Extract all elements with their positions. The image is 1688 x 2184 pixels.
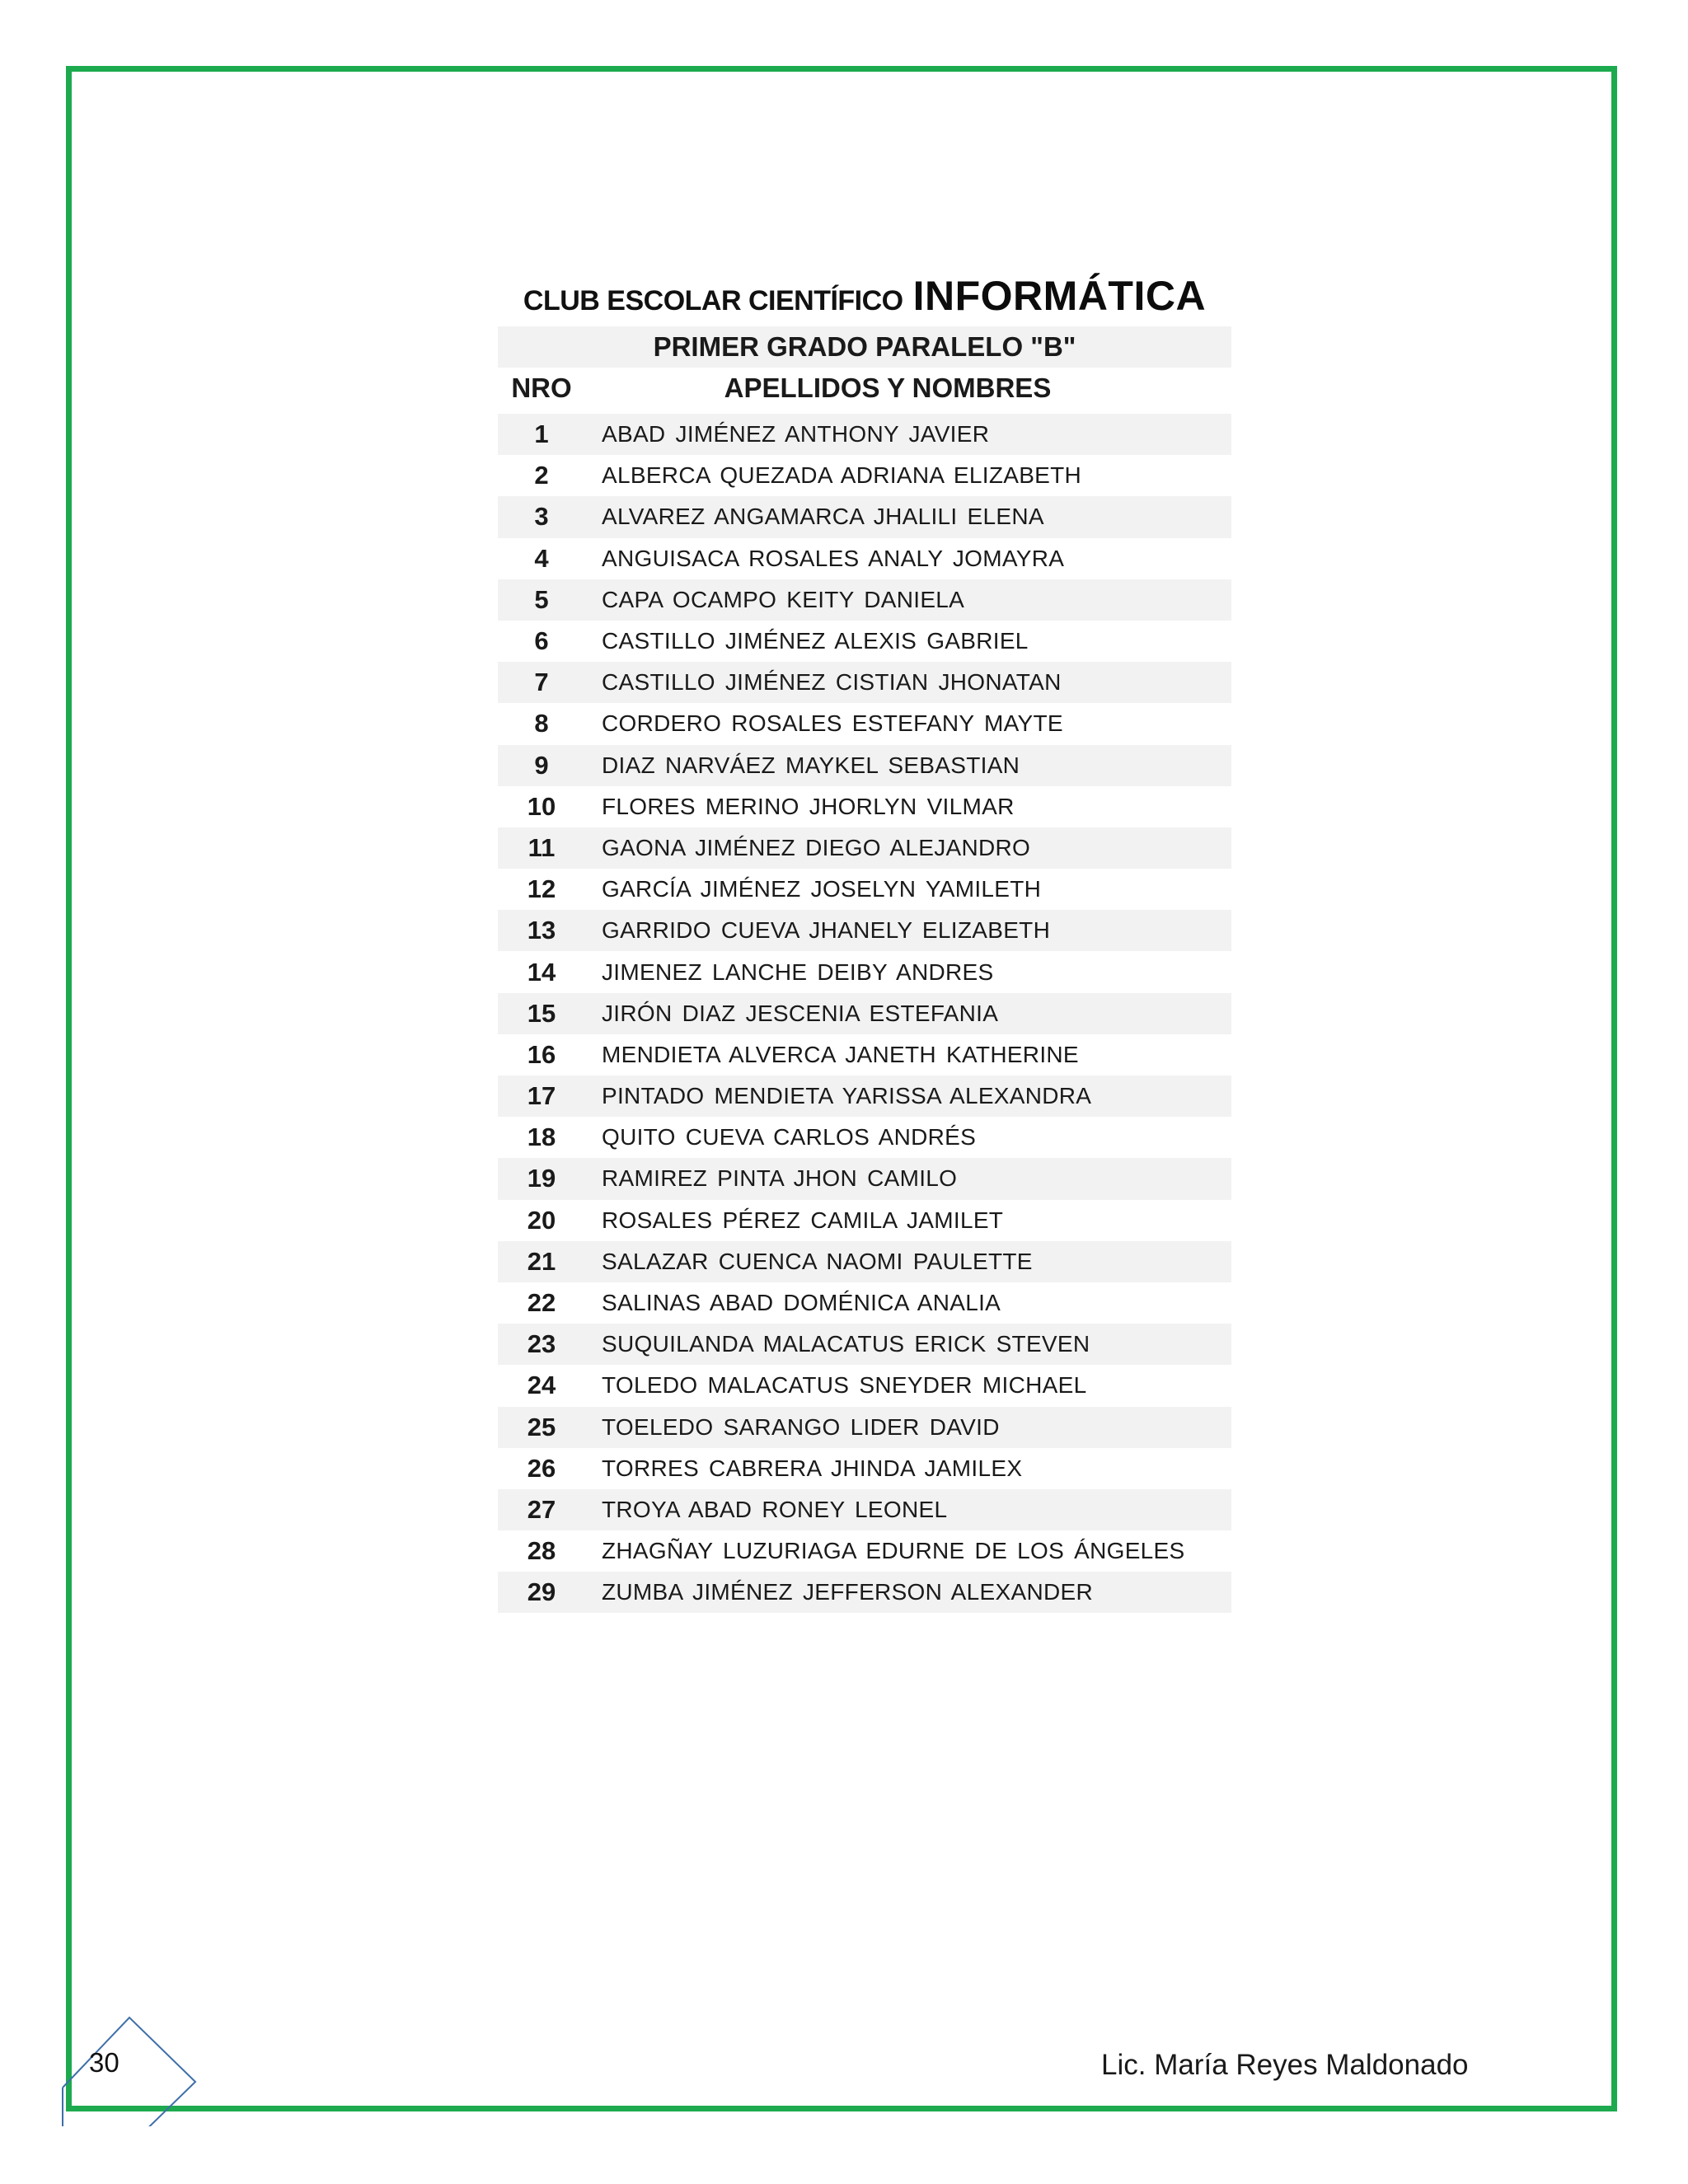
table-row (498, 1076, 1231, 1117)
row-number: 29 (527, 1577, 556, 1607)
student-name: TORRES CABRERA JHINDA JAMILEX (602, 1455, 1023, 1481)
club-title: CLUB ESCOLAR CIENTÍFICO (523, 285, 903, 316)
row-number: 25 (527, 1412, 556, 1441)
row-number: 24 (527, 1371, 556, 1400)
row-number: 21 (527, 1246, 556, 1276)
student-name: FLORES MERINO JHORLYN VILMAR (602, 793, 1015, 819)
table-row (498, 827, 1231, 869)
table-row (498, 414, 1231, 455)
row-number: 20 (527, 1205, 556, 1235)
student-name: ALBERCA QUEZADA ADRIANA ELIZABETH (602, 462, 1082, 489)
row-number: 11 (528, 832, 556, 862)
row-number: 3 (534, 502, 549, 532)
student-name: ANGUISACA ROSALES ANALY JOMAYRA (602, 545, 1065, 571)
table-row (498, 869, 1231, 910)
row-number: 23 (527, 1329, 556, 1359)
table-header-row (498, 368, 1231, 409)
student-name: TOLEDO MALACATUS SNEYDER MICHAEL (602, 1372, 1087, 1399)
student-name: ABAD JIMÉNEZ ANTHONY JAVIER (602, 421, 990, 448)
table-row (498, 538, 1231, 579)
row-number: 19 (527, 1164, 556, 1193)
student-name: GAONA JIMÉNEZ DIEGO ALEJANDRO (602, 834, 1031, 860)
student-name: ZHAGÑAY LUZURIAGA EDURNE DE LOS ÁNGELES (602, 1538, 1185, 1564)
row-number: 26 (527, 1453, 556, 1483)
row-number: 22 (527, 1288, 556, 1318)
author-name: Lic. María Reyes Maldonado (1101, 2049, 1469, 2081)
table-row (498, 1572, 1231, 1613)
student-name: ALVAREZ ANGAMARCA JHALILI ELENA (602, 504, 1044, 530)
student-name: TOELEDO SARANGO LIDER DAVID (602, 1413, 1000, 1440)
table-row (498, 662, 1231, 703)
row-number: 17 (527, 1081, 556, 1111)
column-header-nro: NRO (511, 373, 572, 403)
student-name: QUITO CUEVA CARLOS ANDRÉS (602, 1124, 977, 1151)
student-name: PINTADO MENDIETA YARISSA ALEXANDRA (602, 1083, 1092, 1109)
student-name: CASTILLO JIMÉNEZ CISTIAN JHONATAN (602, 669, 1062, 696)
student-name: ZUMBA JIMÉNEZ JEFFERSON ALEXANDER (602, 1579, 1093, 1605)
row-number: 12 (527, 874, 556, 904)
student-name: JIRÓN DIAZ JESCENIA ESTEFANIA (602, 1000, 999, 1026)
table-row (498, 1282, 1231, 1324)
table-row (498, 1530, 1231, 1572)
table-row (498, 1489, 1231, 1530)
row-number: 7 (534, 668, 549, 697)
row-number: 9 (534, 750, 549, 780)
row-number: 28 (527, 1536, 556, 1566)
row-number: 10 (527, 791, 556, 821)
student-name: CAPA OCAMPO KEITY DANIELA (602, 586, 965, 612)
table-row (498, 1158, 1231, 1199)
table-row (498, 1324, 1231, 1365)
table-body (498, 414, 1231, 1613)
table-row (498, 786, 1231, 827)
student-name: TROYA ABAD RONEY LEONEL (602, 1496, 948, 1522)
table-row (498, 993, 1231, 1034)
table-row (498, 951, 1231, 992)
table-row (498, 579, 1231, 621)
row-number: 13 (527, 916, 556, 945)
table-row (498, 1448, 1231, 1489)
table-row (498, 1241, 1231, 1282)
row-number: 14 (527, 957, 556, 987)
subject-title: INFORMÁTICA (912, 273, 1207, 319)
student-name: SALINAS ABAD DOMÉNICA ANALIA (602, 1290, 1001, 1316)
row-number: 1 (534, 419, 549, 449)
grade-heading: PRIMER GRADO PARALELO "B" (498, 326, 1231, 368)
table-row (498, 745, 1231, 786)
table-row (498, 1407, 1231, 1448)
row-number: 15 (527, 998, 556, 1028)
student-name: MENDIETA ALVERCA JANETH KATHERINE (602, 1041, 1079, 1067)
table-row (498, 496, 1231, 537)
student-name: CORDERO ROSALES ESTEFANY MAYTE (602, 710, 1063, 737)
table-row (498, 1200, 1231, 1241)
document-title (498, 272, 1231, 320)
table-row (498, 1117, 1231, 1158)
row-number: 27 (527, 1494, 556, 1524)
table-row (498, 1365, 1231, 1406)
student-name: SUQUILANDA MALACATUS ERICK STEVEN (602, 1331, 1090, 1357)
student-name: JIMENEZ LANCHE DEIBY ANDRES (602, 958, 994, 985)
row-number: 5 (534, 584, 549, 614)
page-number: 30 (89, 2047, 120, 2078)
table-row (498, 910, 1231, 951)
row-number: 2 (534, 461, 549, 490)
student-name: GARCÍA JIMÉNEZ JOSELYN YAMILETH (602, 876, 1042, 902)
table-row (498, 455, 1231, 496)
student-roster-table (498, 326, 1231, 1613)
student-name: CASTILLO JIMÉNEZ ALEXIS GABRIEL (602, 628, 1029, 654)
table-row (498, 1034, 1231, 1076)
student-name: RAMIREZ PINTA JHON CAMILO (602, 1165, 958, 1192)
row-number: 16 (527, 1039, 556, 1069)
table-row (498, 703, 1231, 744)
row-number: 6 (534, 626, 549, 656)
row-number: 18 (527, 1122, 556, 1152)
column-header-names: APELLIDOS Y NOMBRES (724, 373, 1052, 403)
student-name: ROSALES PÉREZ CAMILA JAMILET (602, 1207, 1004, 1233)
student-name: DIAZ NARVÁEZ MAYKEL SEBASTIAN (602, 752, 1020, 778)
table-row (498, 621, 1231, 662)
corner-diamond-decoration (59, 1978, 208, 2126)
student-name: GARRIDO CUEVA JHANELY ELIZABETH (602, 917, 1051, 944)
student-name: SALAZAR CUENCA NAOMI PAULETTE (602, 1248, 1033, 1274)
row-number: 4 (534, 543, 549, 573)
row-number: 8 (534, 709, 549, 738)
